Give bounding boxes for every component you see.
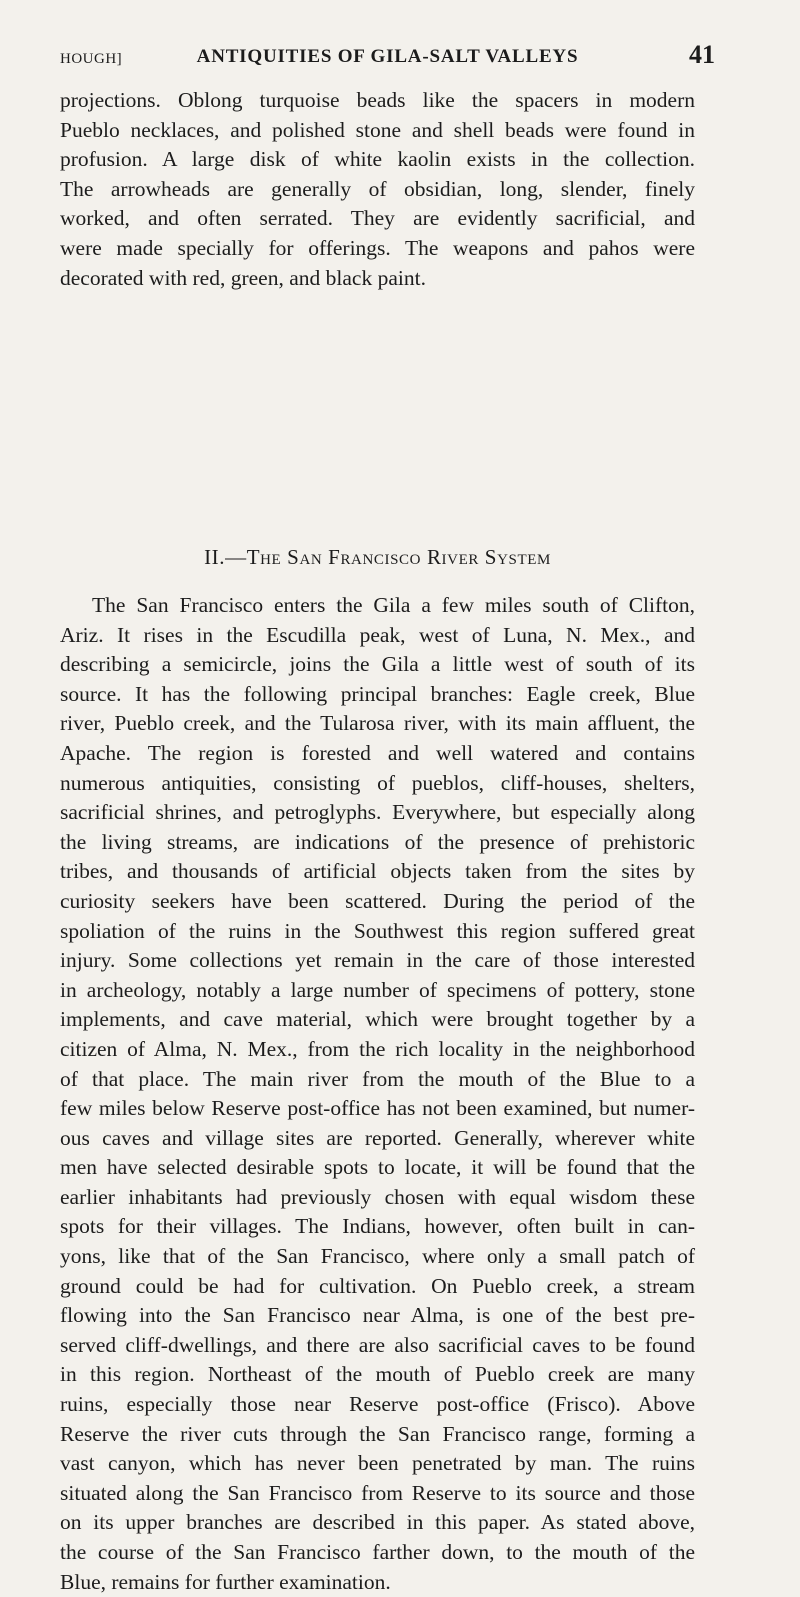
- section-heading: II.—The San Francisco River System: [204, 545, 551, 569]
- text-line: situated along the San Francisco from Reserve to its source and those: [60, 1480, 695, 1505]
- text-line: Ariz. It rises in the Escudilla peak, west of Luna, N. Mex., and: [60, 622, 695, 647]
- text-line: source. It has the following principal branches: Eagle creek, Blue: [60, 681, 695, 706]
- text-line: injury. Some collections yet remain in the care of those interested: [60, 948, 695, 973]
- paragraph-1: [60, 86, 695, 293]
- text-line: ground could be had for cultivation. On Pueblo creek, a stream: [60, 1273, 695, 1298]
- text-line: on its upper branches are described in this paper. As stated above,: [60, 1510, 695, 1535]
- text-line: decorated with red, green, and black paint.: [60, 265, 426, 290]
- text-line: spoliation of the ruins in the Southwest this region suffered great: [60, 918, 695, 943]
- text-line: men have selected desirable spots to locate, it will be found that the: [60, 1155, 695, 1180]
- text-line: Blue, remains for further examination.: [60, 1569, 391, 1594]
- text-line: ous caves and village sites are reported. Generally, wherever white: [60, 1125, 695, 1150]
- text-line: of that place. The main river from the mouth of the Blue to a: [60, 1066, 695, 1091]
- text-line: numerous antiquities, consisting of pueblos, cliff-houses, shelters,: [60, 770, 695, 795]
- text-line: worked, and often serrated. They are evidently sacrificial, and: [60, 206, 695, 231]
- paragraph-2: [60, 591, 695, 1597]
- text-line: Apache. The region is forested and well watered and contains: [60, 740, 695, 765]
- text-line: citizen of Alma, N. Mex., from the rich locality in the neighborhood: [60, 1036, 695, 1061]
- text-line: in archeology, notably a large number of specimens of pottery, stone: [60, 977, 695, 1002]
- text-line: were made specially for offerings. The weapons and pahos were: [60, 235, 695, 260]
- text-line: the course of the San Francisco farther down, to the mouth of the: [60, 1540, 695, 1564]
- text-line: The San Francisco enters the Gila a few miles south of Clifton,: [92, 593, 695, 617]
- text-line: sacrificial shrines, and petroglyphs. Everywhere, but especially along: [60, 800, 695, 825]
- text-line: the living streams, are indications of the presence of prehistoric: [60, 829, 695, 854]
- text-line: served cliff-dwellings, and there are also sacrificial caves to be found: [60, 1332, 695, 1357]
- text-line: in this region. Northeast of the mouth of Pueblo creek are many: [60, 1362, 695, 1387]
- text-line: spots for their villages. The Indians, however, often built in can-: [60, 1214, 695, 1239]
- text-line: profusion. A large disk of white kaolin exists in the collection.: [60, 147, 695, 172]
- page-number: 41: [689, 40, 715, 69]
- text-line: Reserve the river cuts through the San Francisco range, forming a: [60, 1421, 695, 1446]
- text-line: earlier inhabitants had previously chosen with equal wisdom these: [60, 1184, 695, 1209]
- running-title: ANTIQUITIES OF GILA-SALT VALLEYS: [196, 46, 579, 67]
- text-line: few miles below Reserve post-office has not been examined, but numer-: [60, 1096, 695, 1121]
- text-line: curiosity seekers have been scattered. During the period of the: [60, 888, 695, 913]
- running-head: [60, 40, 715, 74]
- text-line: projections. Oblong turquoise beads like the spacers in modern: [60, 88, 695, 112]
- text-line: describing a semicircle, joins the Gila a little west of south of its: [60, 652, 695, 677]
- text-line: flowing into the San Francisco near Alma, is one of the best pre-: [60, 1303, 695, 1328]
- text-line: ruins, especially those near Reserve post-office (Frisco). Above: [60, 1392, 695, 1417]
- text-line: yons, like that of the San Francisco, where only a small patch of: [60, 1244, 695, 1269]
- text-line: tribes, and thousands of artificial objects taken from the sites by: [60, 859, 695, 884]
- text-line: implements, and cave material, which were brought together by a: [60, 1007, 695, 1032]
- text-line: Pueblo necklaces, and polished stone and shell beads were found in: [60, 117, 695, 142]
- text-line: vast canyon, which has never been penetrated by man. The ruins: [60, 1451, 695, 1476]
- text-line: The arrowheads are generally of obsidian, long, slender, finely: [60, 176, 695, 201]
- author-running-head: HOUGH]: [60, 51, 123, 67]
- text-line: river, Pueblo creek, and the Tularosa river, with its main affluent, the: [60, 711, 695, 736]
